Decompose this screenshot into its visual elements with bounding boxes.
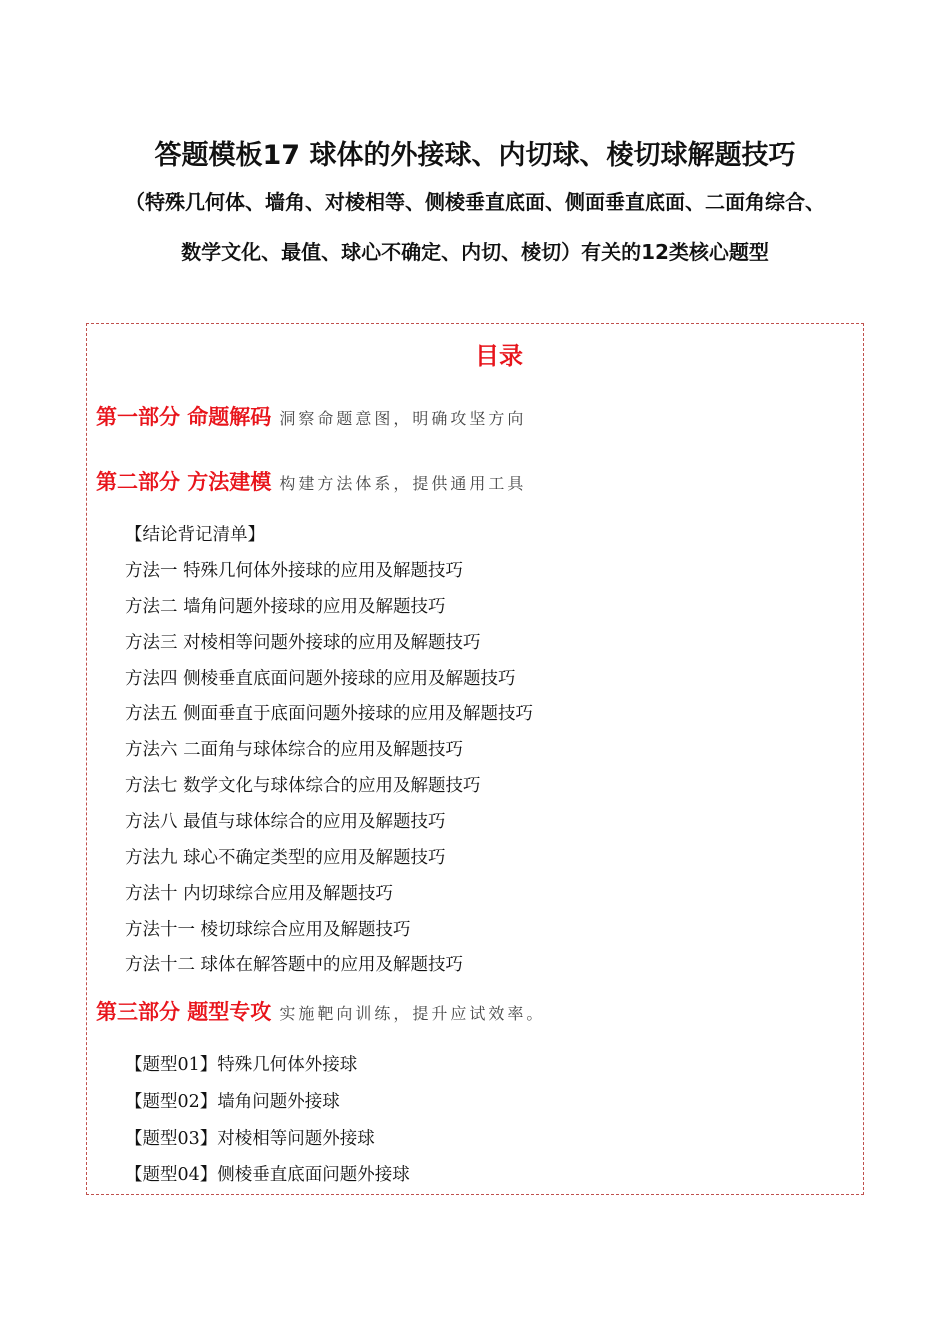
- toc-type-item[interactable]: 【题型04】侧棱垂直底面问题外接球: [125, 1165, 410, 1185]
- toc-method-item[interactable]: 方法三 对棱相等问题外接球的应用及解题技巧: [125, 633, 481, 653]
- toc-type-item[interactable]: 【题型02】墙角问题外接球: [125, 1092, 340, 1112]
- part-title: 第一部分 命题解码: [96, 405, 272, 429]
- toc-part-2[interactable]: [96, 466, 526, 496]
- toc-method-item[interactable]: 方法十二 球体在解答题中的应用及解题技巧: [125, 955, 464, 975]
- toc-method-item[interactable]: 方法二 墙角问题外接球的应用及解题技巧: [125, 597, 446, 617]
- toc-method-item[interactable]: 方法四 侧棱垂直底面问题外接球的应用及解题技巧: [125, 669, 516, 689]
- document-subtitle-1: （特殊几何体、墙角、对棱相等、侧棱垂直底面、侧面垂直底面、二面角综合、: [125, 190, 825, 214]
- part-title: 第三部分 题型专攻: [96, 1000, 272, 1024]
- toc-method-item[interactable]: 方法十一 棱切球综合应用及解题技巧: [125, 920, 411, 940]
- toc-part-3[interactable]: [96, 996, 545, 1026]
- toc-type-item[interactable]: 【题型03】对棱相等问题外接球: [125, 1129, 375, 1149]
- part-desc: 洞察命题意图，明确攻坚方向: [279, 409, 527, 428]
- toc-method-item[interactable]: 方法六 二面角与球体综合的应用及解题技巧: [125, 740, 464, 760]
- toc-method-item[interactable]: 方法八 最值与球体综合的应用及解题技巧: [125, 812, 446, 832]
- toc-method-item[interactable]: 【结论背记清单】: [125, 525, 265, 545]
- toc-method-item[interactable]: 方法七 数学文化与球体综合的应用及解题技巧: [125, 776, 481, 796]
- toc-heading: 目录: [475, 342, 523, 370]
- toc-method-item[interactable]: 方法五 侧面垂直于底面问题外接球的应用及解题技巧: [125, 704, 534, 724]
- document-title: 答题模板17 球体的外接球、内切球、棱切球解题技巧: [154, 140, 796, 171]
- document-subtitle-2: 数学文化、最值、球心不确定、内切、棱切）有关的12类核心题型: [181, 240, 769, 264]
- part-title: 第二部分 方法建模: [96, 470, 272, 494]
- toc-method-item[interactable]: 方法九 球心不确定类型的应用及解题技巧: [125, 848, 446, 868]
- toc-method-item[interactable]: 方法一 特殊几何体外接球的应用及解题技巧: [125, 561, 464, 581]
- part-desc: 构建方法体系，提供通用工具: [279, 474, 527, 493]
- toc-type-item[interactable]: 【题型01】特殊几何体外接球: [125, 1055, 358, 1075]
- toc-method-item[interactable]: 方法十 内切球综合应用及解题技巧: [125, 884, 394, 904]
- toc-part-1[interactable]: [96, 401, 526, 431]
- part-desc: 实施靶向训练，提升应试效率。: [279, 1004, 546, 1023]
